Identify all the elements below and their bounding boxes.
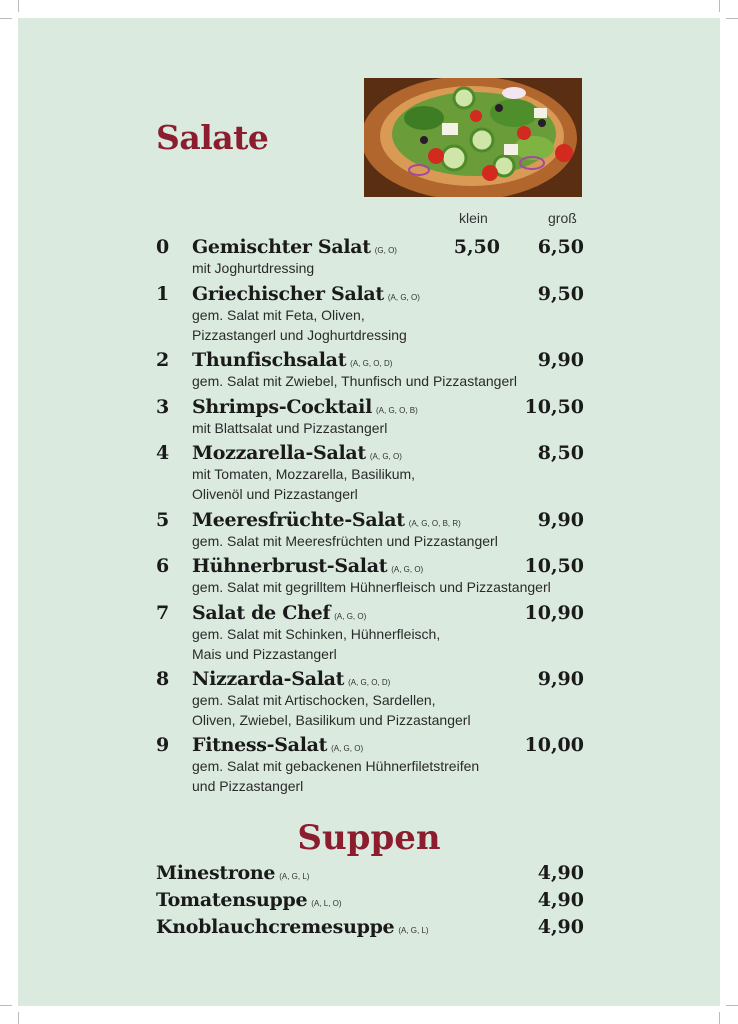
soup-price: 4,90 xyxy=(537,862,584,884)
item-allergens: (A, G, O, D) xyxy=(350,359,393,368)
crop-mark xyxy=(0,18,12,19)
item-number: 1 xyxy=(156,283,170,305)
salate-title: Salate xyxy=(156,118,269,157)
item-price-large: 9,90 xyxy=(537,349,584,371)
item-allergens: (A, G, O) xyxy=(391,565,424,574)
item-number: 2 xyxy=(156,349,170,371)
item-description: mit Blattsalat und Pizzastangerl xyxy=(192,420,388,436)
soup-item xyxy=(156,916,584,940)
crop-mark xyxy=(719,1012,720,1024)
soup-item xyxy=(156,889,584,913)
crop-mark xyxy=(726,18,738,19)
item-allergens: (G, O) xyxy=(374,246,397,255)
item-number: 0 xyxy=(156,236,170,258)
item-number: 9 xyxy=(156,734,170,756)
soup-allergens: (A, G, L) xyxy=(398,926,429,935)
item-name: Thunfischsalat (A, G, O, D) xyxy=(192,349,393,371)
crop-mark xyxy=(719,0,720,12)
item-name: Meeresfrüchte-Salat (A, G, O, B, R) xyxy=(192,509,461,531)
item-number: 5 xyxy=(156,509,170,531)
crop-mark xyxy=(18,1012,19,1024)
soup-name: Tomatensuppe (A, L, O) xyxy=(156,889,342,911)
salad-bowl-image xyxy=(364,78,582,197)
item-allergens: (A, G, O, D) xyxy=(348,678,391,687)
soup-item xyxy=(156,862,584,886)
item-price-large: 10,50 xyxy=(524,555,584,577)
item-number: 7 xyxy=(156,602,170,624)
crop-mark xyxy=(726,1005,738,1006)
item-allergens: (A, G, O) xyxy=(334,612,367,621)
item-price-large: 10,00 xyxy=(524,734,584,756)
item-allergens: (A, G, O) xyxy=(387,293,420,302)
item-description: gem. Salat mit Schinken, Hühnerfleisch, Mais und Pizzastangerl xyxy=(192,626,441,662)
item-name: Fitness-Salat (A, G, O) xyxy=(192,734,364,756)
column-header-gross: groß xyxy=(548,210,577,226)
column-header-klein: klein xyxy=(459,210,488,226)
item-name: Shrimps-Cocktail (A, G, O, B) xyxy=(192,396,418,418)
item-number: 3 xyxy=(156,396,170,418)
item-price-large: 10,90 xyxy=(524,602,584,624)
item-name: Griechischer Salat (A, G, O) xyxy=(192,283,420,305)
soup-allergens: (A, L, O) xyxy=(311,899,342,908)
suppen-title: Suppen xyxy=(297,818,441,858)
item-price-small: 5,50 xyxy=(453,236,500,258)
salad-photo xyxy=(364,78,582,197)
item-number: 4 xyxy=(156,442,170,464)
item-description: gem. Salat mit Meeresfrüchten und Pizzastangerl xyxy=(192,533,498,549)
item-price-large: 9,90 xyxy=(537,509,584,531)
soup-name: Knoblauchcremesuppe (A, G, L) xyxy=(156,916,429,938)
item-price-large: 9,90 xyxy=(537,668,584,690)
item-description: gem. Salat mit Artischocken, Sardellen, Oliven, Zwiebel, Basilikum und Pizzastangerl xyxy=(192,692,471,728)
item-number: 8 xyxy=(156,668,170,690)
item-price-large: 8,50 xyxy=(537,442,584,464)
soup-price: 4,90 xyxy=(537,916,584,938)
item-price-large: 6,50 xyxy=(537,236,584,258)
item-description: mit Joghurtdressing xyxy=(192,260,315,276)
item-allergens: (A, G, O) xyxy=(331,744,364,753)
item-allergens: (A, G, O, B, R) xyxy=(408,519,461,528)
soup-allergens: (A, G, L) xyxy=(279,872,310,881)
item-description: gem. Salat mit gebackenen Hühnerfiletstreifen und Pizzastangerl xyxy=(192,758,480,794)
item-price-large: 9,50 xyxy=(537,283,584,305)
item-name: Nizzarda-Salat (A, G, O, D) xyxy=(192,668,391,690)
item-number: 6 xyxy=(156,555,170,577)
item-name: Mozzarella-Salat (A, G, O) xyxy=(192,442,402,464)
soup-price: 4,90 xyxy=(537,889,584,911)
item-description: mit Tomaten, Mozzarella, Basilikum, Olivenöl und Pizzastangerl xyxy=(192,466,416,502)
item-allergens: (A, G, O, B) xyxy=(376,406,418,415)
item-allergens: (A, G, O) xyxy=(369,452,402,461)
soup-name: Minestrone (A, G, L) xyxy=(156,862,310,884)
item-description: gem. Salat mit gegrilltem Hühnerfleisch und Pizzastangerl xyxy=(192,579,551,595)
crop-mark xyxy=(0,1005,12,1006)
item-name: Hühnerbrust-Salat (A, G, O) xyxy=(192,555,424,577)
item-name: Salat de Chef (A, G, O) xyxy=(192,602,367,624)
item-description: gem. Salat mit Zwiebel, Thunfisch und Pizzastangerl xyxy=(192,373,518,389)
item-price-large: 10,50 xyxy=(524,396,584,418)
crop-mark xyxy=(18,0,19,12)
item-description: gem. Salat mit Feta, Oliven, Pizzastangerl und Joghurtdressing xyxy=(192,307,407,343)
item-name: Gemischter Salat (G, O) xyxy=(192,236,397,258)
